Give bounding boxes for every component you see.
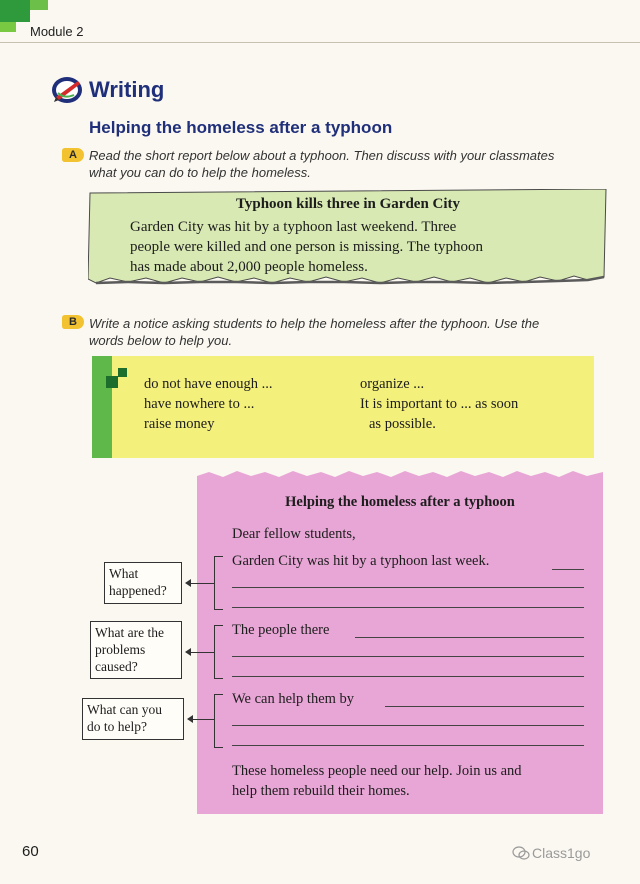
word-item: have nowhere to ...: [144, 396, 255, 412]
answer-line: [232, 745, 584, 746]
green-strip: [92, 356, 112, 458]
word-item: organize ...: [360, 376, 425, 392]
pen-writing-icon: [50, 75, 84, 105]
notice-paragraph-1: Garden City was hit by a typhoon last week.: [232, 553, 490, 569]
question-box: What can you do to help?: [82, 698, 184, 740]
notice-paragraph-3: We can help them by: [232, 691, 355, 707]
word-item: raise money: [144, 416, 215, 432]
answer-line: [232, 656, 584, 657]
arrow-connector: [190, 652, 214, 653]
chat-bubble-icon: [512, 846, 530, 861]
corner-decoration: [0, 0, 30, 22]
bracket: [214, 625, 223, 679]
arrow-connector: [192, 719, 214, 720]
word-item: It is important to ... as soon: [360, 396, 519, 412]
corner-decoration: [30, 0, 48, 10]
square-decoration: [118, 368, 127, 377]
section-subheading: Helping the homeless after a typhoon: [89, 118, 393, 137]
task-b-instruction: Write a notice asking students to help the homeless after the typhoon. Use the words below to help you.: [89, 316, 540, 348]
answer-line: [552, 569, 584, 570]
word-item: as possible.: [369, 416, 436, 432]
answer-line: [355, 637, 584, 638]
task-a-instruction: Read the short report below about a typhoon. Then discuss with your classmates what you can do to help the homeless.: [89, 148, 555, 180]
section-heading: Writing: [89, 77, 165, 102]
page-number: 60: [22, 843, 39, 860]
question-box: What happened?: [104, 562, 182, 604]
report-body: Garden City was hit by a typhoon last weekend. Three people were killed and one person is missing. The typhoon has made about 2,000 people homeless.: [130, 219, 483, 275]
corner-decoration: [0, 22, 16, 32]
question-box: What are the problems caused?: [90, 621, 182, 679]
answer-line: [232, 607, 584, 608]
task-badge-a: A: [62, 148, 84, 162]
answer-line: [232, 676, 584, 677]
word-item: do not have enough ...: [144, 376, 273, 392]
task-badge-b: B: [62, 315, 84, 329]
module-label: Module 2: [30, 24, 84, 39]
answer-line: [385, 706, 584, 707]
header-divider: [0, 42, 640, 43]
notice-paragraph-2: The people there: [232, 622, 330, 638]
notice-closing: These homeless people need our help. Join us and help them rebuild their homes.: [232, 763, 522, 799]
answer-line: [232, 587, 584, 588]
report-title: Typhoon kills three in Garden City: [235, 196, 461, 212]
notice-title: Helping the homeless after a typhoon: [285, 494, 515, 510]
arrow-connector: [190, 583, 214, 584]
square-decoration: [106, 376, 118, 388]
watermark: Class1go: [532, 845, 591, 861]
bracket: [214, 694, 223, 748]
answer-line: [232, 725, 584, 726]
notice-salutation: Dear fellow students,: [232, 526, 356, 542]
bracket: [214, 556, 223, 610]
